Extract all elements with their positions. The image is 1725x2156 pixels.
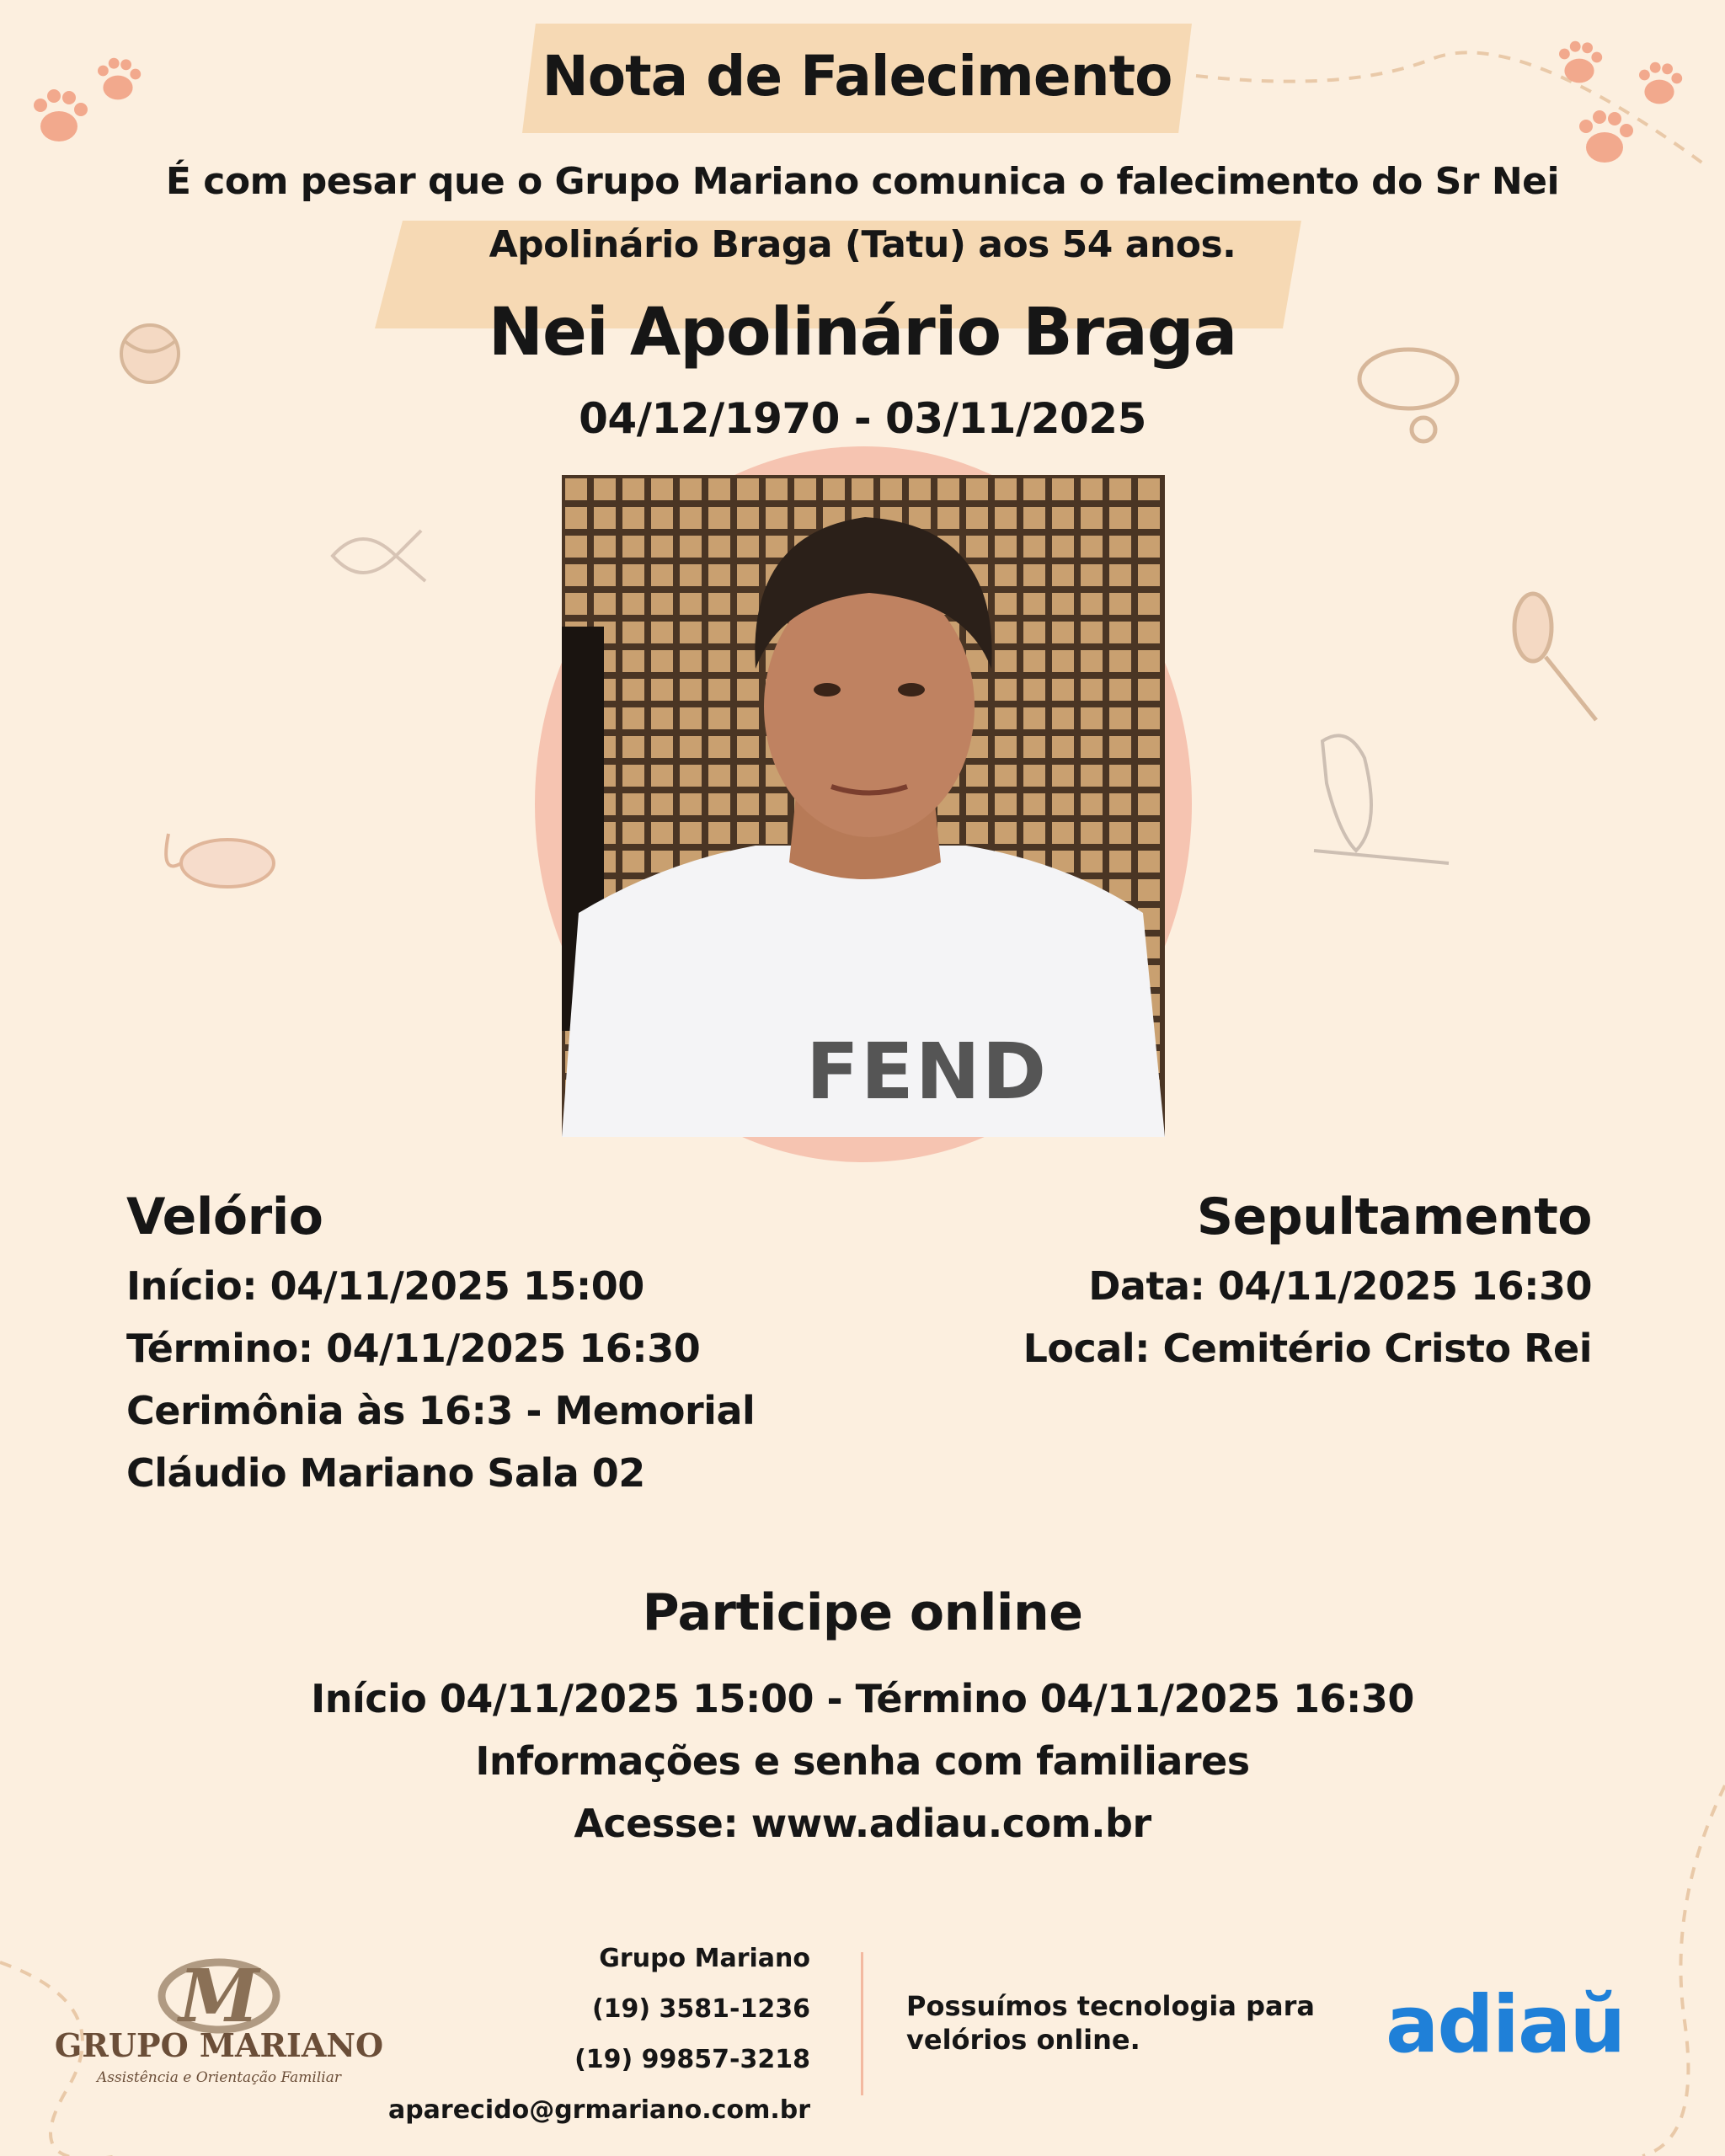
adiau-logo: adiaŭ: [1386, 1979, 1625, 2071]
intro-line-1: É com pesar que o Grupo Mariano comunica o falecimento do Sr Nei: [165, 160, 1560, 203]
intro-line-2: Apolinário Braga (Tatu) aos 54 anos.: [489, 223, 1236, 266]
online-info: Informações e senha com familiares: [475, 1738, 1250, 1784]
tagline-line-1: Possuímos tecnologia para: [906, 1990, 1315, 2022]
company-name: Grupo Mariano: [599, 1944, 810, 1973]
shirt-text: FEND: [806, 1027, 1049, 1117]
fish-icon: [333, 531, 425, 581]
phone-1[interactable]: (19) 3581-1236: [591, 1994, 810, 2024]
sepultamento-title: Sepultamento: [1196, 1187, 1592, 1246]
velorio-section: [126, 1179, 851, 1504]
velorio-cerimonia-1: Cerimônia às 16:3 - Memorial: [126, 1388, 756, 1433]
paw-icon: [98, 58, 141, 100]
paw-icon: [1559, 41, 1602, 83]
brush-icon: [1514, 594, 1596, 720]
svg-text:GRUPO MARIANO: GRUPO MARIANO: [54, 2026, 384, 2064]
sepultamento-data: Data: 04/11/2025 16:30: [1088, 1263, 1592, 1309]
bird-icon: [1314, 735, 1449, 863]
sepultamento-section: [868, 1179, 1592, 1380]
svg-text:M: M: [179, 1954, 259, 2039]
deceased-name: Nei Apolinário Braga: [488, 295, 1237, 371]
online-title: Participe online: [642, 1583, 1083, 1642]
email-link[interactable]: aparecido@grmariano.com.br: [387, 2095, 810, 2125]
velorio-title: Velório: [126, 1187, 323, 1246]
paw-icon: [1639, 62, 1682, 104]
tagline-line-2: velórios online.: [906, 2024, 1140, 2056]
online-section: [0, 1668, 1725, 1854]
life-dates: 04/12/1970 - 03/11/2025: [579, 394, 1146, 443]
intro-text: [0, 150, 1725, 213]
paw-icon: [34, 89, 88, 141]
phone-2[interactable]: (19) 99857-3218: [574, 2045, 810, 2074]
svg-text:Assistência e Orientação Famil: Assistência e Orientação Familiar: [97, 2069, 341, 2086]
mouse-icon: [166, 834, 274, 887]
portrait-photo: [562, 475, 1165, 1137]
velorio-cerimonia-2: Cláudio Mariano Sala 02: [126, 1450, 645, 1496]
velorio-termino: Término: 04/11/2025 16:30: [126, 1326, 701, 1371]
contact-info: [221, 1934, 810, 2136]
online-access-link[interactable]: Acesse: www.adiau.com.br: [574, 1801, 1151, 1846]
tagline: [906, 1989, 1327, 2057]
online-schedule: Início 04/11/2025 15:00 - Término 04/11/2025 16:30: [311, 1676, 1414, 1721]
page-title: Nota de Falecimento: [542, 44, 1172, 109]
footer-divider: [861, 1952, 863, 2095]
sepultamento-local: Local: Cemitério Cristo Rei: [1023, 1326, 1592, 1371]
velorio-inicio: Início: 04/11/2025 15:00: [126, 1263, 644, 1309]
